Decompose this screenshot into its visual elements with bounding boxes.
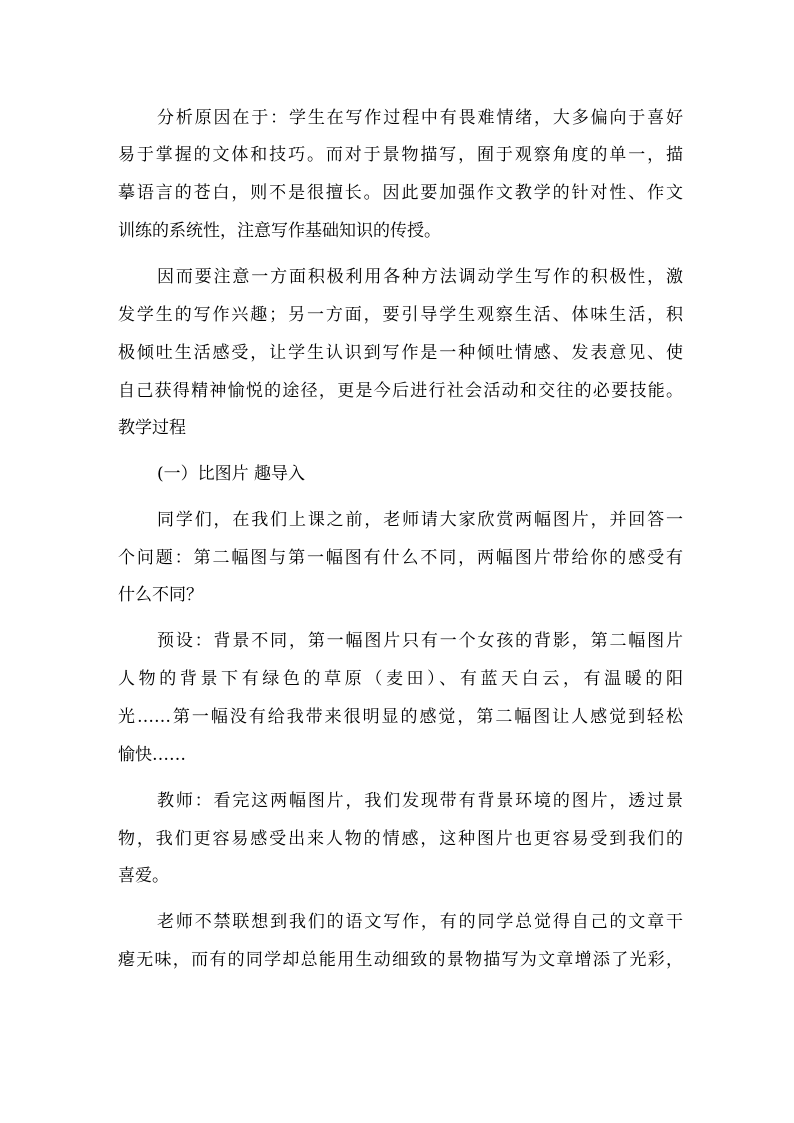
paragraph-6-line-1: 老师不禁联想到我们的语文写作，有的同学总觉得自己的文章干 [157,912,683,932]
paragraph-1-line-4: 训练的系统性，注意写作基础知识的传授。 [118,221,441,241]
paragraph-5-line-1: 教师：看完这两幅图片，我们发现带有背景环境的图片，透过景 [157,791,683,811]
paragraph-4-line-4: 愉快…… [118,745,186,765]
paragraph-1-line-3: 摹语言的苍白，则不是很擅长。因此要加强作文教学的针对性、作文 [118,183,683,203]
paragraph-1-line-1: 分析原因在于：学生在写作过程中有畏难情绪，大多偏向于喜好 [157,108,683,128]
paragraph-3-line-3: 什么不同？ [118,585,203,605]
paragraph-6-line-2: 瘪无味，而有的同学却总能用生动细致的景物描写为文章增添了光彩， [118,950,683,970]
paragraph-2-line-2: 发学生的写作兴趣；另一方面，要引导学生观察生活、体味生活，积 [118,305,683,325]
section-heading: 教学过程 [118,418,186,438]
paragraph-4-line-2: 人物的背景下有绿色的草原（麦田）、有蓝天白云，有温暖的阳 [118,669,683,689]
paragraph-3-line-2: 个问题：第二幅图与第一幅图有什么不同，两幅图片带给你的感受有 [118,548,683,568]
paragraph-3-line-1: 同学们，在我们上课之前，老师请大家欣赏两幅图片，并回答一 [157,510,683,530]
paragraph-5-line-2: 物，我们更容易感受出来人物的情感，这种图片也更容易受到我们的 [118,829,683,849]
paragraph-4-line-1: 预设：背景不同，第一幅图片只有一个女孩的背影，第二幅图片 [157,631,683,651]
paragraph-2-line-3: 极倾吐生活感受，让学生认识到写作是一种倾吐情感、发表意见、使 [118,343,683,363]
paragraph-4-line-3: 光……第一幅没有给我带来很明显的感觉，第二幅图让人感觉到轻松 [118,707,683,727]
paragraph-1-line-2: 易于掌握的文体和技巧。而对于景物描写，囿于观察角度的单一，描 [118,145,683,165]
subsection-heading: (一）比图片 趣导入 [157,464,306,484]
paragraph-5-line-3: 喜爱。 [118,866,169,886]
paragraph-2-line-1: 因而要注意一方面积极利用各种方法调动学生写作的积极性，激 [157,267,683,287]
paragraph-2-line-4: 自己获得精神愉悦的途径，更是今后进行社会活动和交往的必要技能。 [118,381,683,401]
